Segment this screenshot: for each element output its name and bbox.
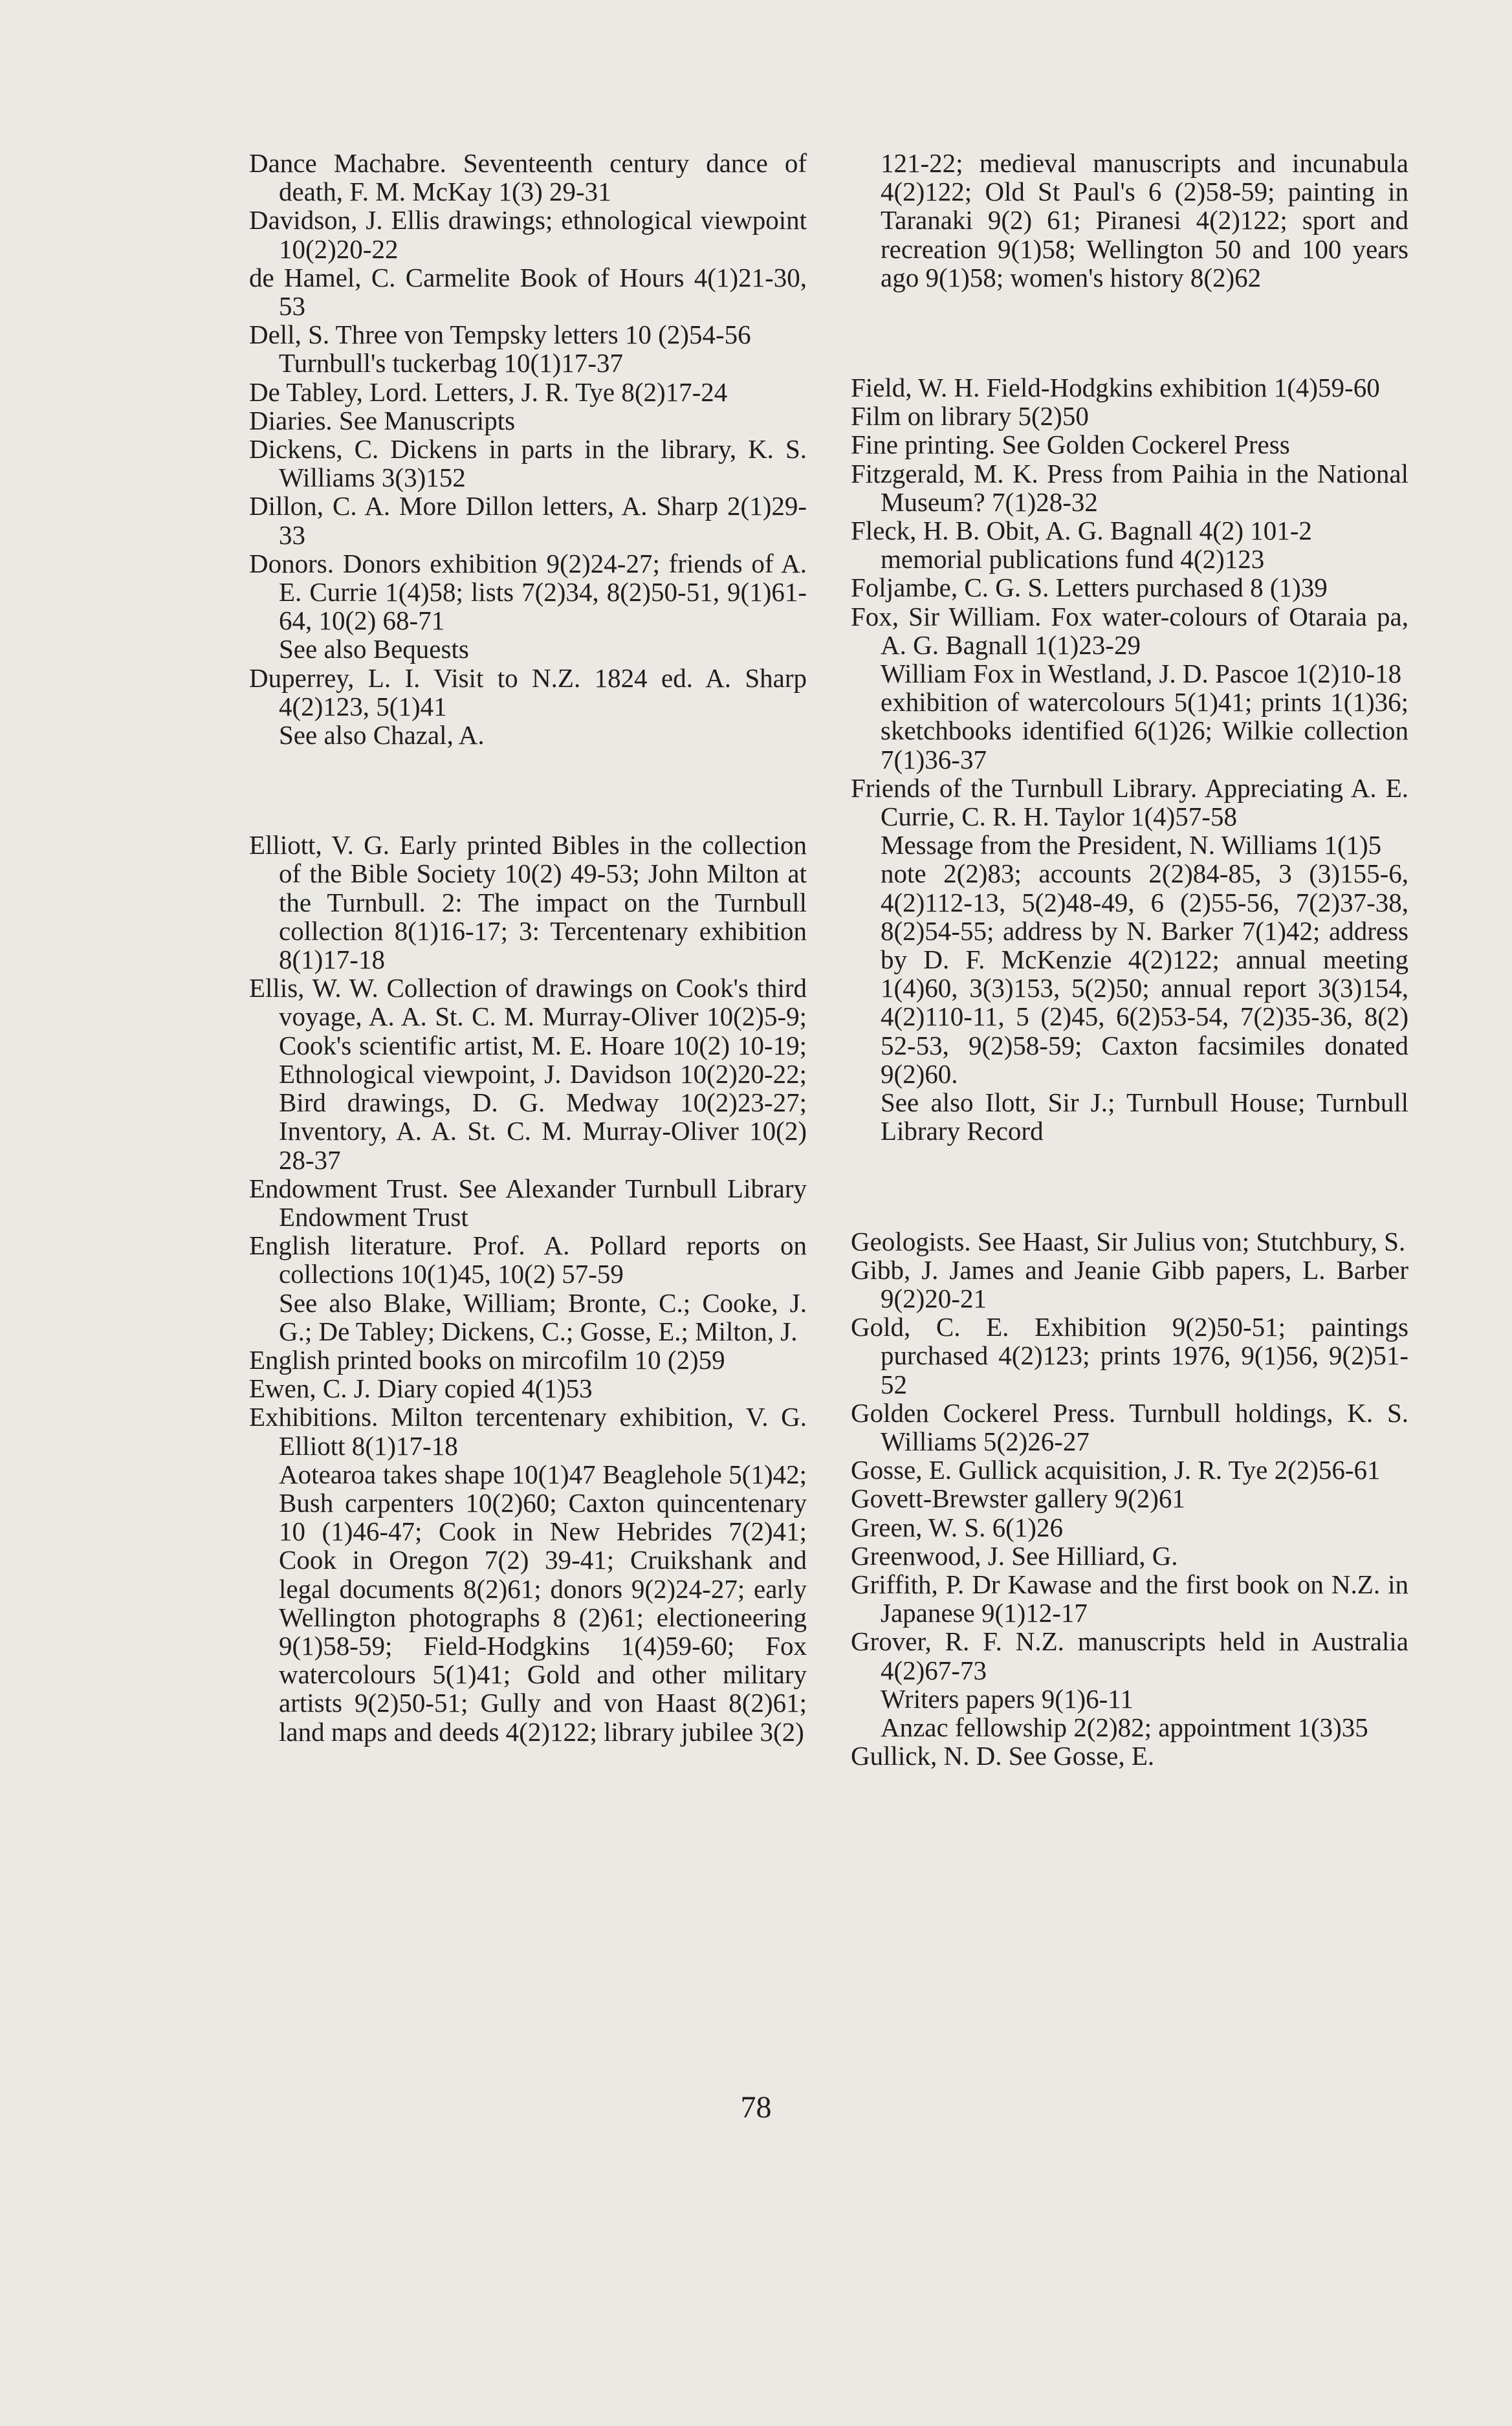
index-column-right bbox=[851, 149, 1408, 1770]
index-subentry: See also Chazal, A. bbox=[279, 720, 485, 750]
index-entry: Duperrey, L. I. Visit to N.Z. 1824 ed. A. Sharp 4(2)123, 5(1)41 bbox=[249, 662, 807, 721]
index-subentry: Turnbull's tuckerbag 10(1)17-37 bbox=[279, 348, 623, 378]
index-entry: Endowment Trust. See Alexander Turnbull Library Endowment Trust bbox=[249, 1173, 807, 1232]
index-entry: Green, W. S. 6(1)26 bbox=[851, 1512, 1063, 1542]
index-entry: Gosse, E. Gullick acquisition, J. R. Tye 2(2)56-61 bbox=[851, 1455, 1381, 1485]
index-entry: Davidson, J. Ellis drawings; ethnological viewpoint 10(2)20-22 bbox=[249, 205, 807, 264]
index-subentry: Message from the President, N. Williams 1(1)5 bbox=[881, 830, 1382, 860]
index-entry: Fine printing. See Golden Cockerel Press bbox=[851, 430, 1290, 460]
index-subentry: Anzac fellowship 2(2)82; appointment 1(3)35 bbox=[881, 1712, 1368, 1742]
index-entry: Grover, R. F. N.Z. manuscripts held in Australia 4(2)67-73 bbox=[851, 1626, 1408, 1685]
section-gap bbox=[249, 776, 807, 804]
index-entry: Dance Machabre. Seventeenth century dance of death, F. M. McKay 1(3) 29-31 bbox=[249, 148, 807, 207]
index-subentry: William Fox in Westland, J. D. Pascoe 1(2)10-18 bbox=[881, 659, 1402, 689]
index-entry: Fitzgerald, M. K. Press from Paihia in the National Museum? 7(1)28-32 bbox=[851, 458, 1408, 517]
index-entry: Film on library 5(2)50 bbox=[851, 401, 1089, 432]
index-subentry: memorial publications fund 4(2)123 bbox=[881, 544, 1265, 574]
index-entry: Geologists. See Haast, Sir Julius von; Stutchbury, S. bbox=[851, 1226, 1406, 1256]
index-entry: Dell, S. Three von Tempsky letters 10 (2)54-56 bbox=[249, 320, 751, 350]
index-entry: Govett-Brewster gallery 9(2)61 bbox=[851, 1483, 1185, 1514]
index-entry: Gullick, N. D. See Gosse, E. bbox=[851, 1741, 1155, 1771]
section-gap bbox=[851, 1172, 1408, 1201]
index-entry: English literature. Prof. A. Pollard reports on collections 10(1)45, 10(2) 57-59 bbox=[249, 1230, 807, 1289]
index-entry: Ewen, C. J. Diary copied 4(1)53 bbox=[249, 1373, 593, 1404]
index-entry: Donors. Donors exhibition 9(2)24-27; friends of A. E. Currie 1(4)58; lists 7(2)34, 8(2)50-51, 9(1)61-64, 10(2) 68-71 bbox=[249, 548, 807, 636]
index-entry: De Tabley, Lord. Letters, J. R. Tye 8(2)17-24 bbox=[249, 377, 728, 407]
index-entry: Fleck, H. B. Obit, A. G. Bagnall 4(2) 101-2 bbox=[851, 516, 1312, 546]
index-entry: Field, W. H. Field-Hodgkins exhibition 1(4)59-60 bbox=[851, 373, 1380, 403]
page-number: 78 bbox=[740, 2090, 772, 2125]
index-entry: Exhibitions. Milton tercentenary exhibition, V. G. Elliott 8(1)17-18 bbox=[249, 1402, 807, 1461]
index-subentry: See also Ilott, Sir J.; Turnbull House; Turnbull Library Record bbox=[881, 1087, 1408, 1146]
index-entry: Friends of the Turnbull Library. Appreciating A. E. Currie, C. R. H. Taylor 1(4)57-58 bbox=[851, 772, 1408, 832]
index-column-left bbox=[249, 149, 807, 1746]
section-gap bbox=[851, 318, 1408, 347]
index-subentry: See also Blake, William; Bronte, C.; Cooke, J. G.; De Tabley; Dickens, C.; Gosse, E.; Milton, J. bbox=[279, 1287, 807, 1346]
index-entry: Greenwood, J. See Hilliard, G. bbox=[851, 1540, 1178, 1571]
index-entry: Diaries. See Manuscripts bbox=[249, 405, 516, 435]
index-entry: Griffith, P. Dr Kawase and the first book on N.Z. in Japanese 9(1)12-17 bbox=[851, 1569, 1408, 1628]
index-subentry: Writers papers 9(1)6-11 bbox=[881, 1683, 1134, 1714]
index-entry: de Hamel, C. Carmelite Book of Hours 4(1)21-30, 53 bbox=[249, 262, 807, 322]
index-subentry: note 2(2)83; accounts 2(2)84-85, 3 (3)155-6, 4(2)112-13, 5(2)48-49, 6 (2)55-56, 7(2)37-38, 8(2)54-55; address by N. Barker 7(1)42; address by D. F. McKenzie 4(2)122; annual meeting 1(4)60, 3(3)153, 5(2)50; annual report 3(3)154, 4(2)110-11, 5 (2)45, 6(2)53-54, 7(2)35-36, 8(2) 52-53, 9(2)58-59; Caxton facsimiles donated 9(2)60. bbox=[881, 858, 1408, 1089]
index-entry: Golden Cockerel Press. Turnbull holdings, K. S. Williams 5(2)26-27 bbox=[851, 1397, 1408, 1456]
index-entry: Gibb, J. James and Jeanie Gibb papers, L. Barber 9(2)20-21 bbox=[851, 1254, 1408, 1313]
index-entry: Fox, Sir William. Fox water-colours of Otaraia pa, A. G. Bagnall 1(1)23-29 bbox=[851, 601, 1408, 660]
index-entry: English printed books on mircofilm 10 (2)59 bbox=[249, 1344, 725, 1375]
index-entry: Foljambe, C. G. S. Letters purchased 8 (1)39 bbox=[851, 573, 1328, 603]
index-entry: Dillon, C. A. More Dillon letters, A. Sharp 2(1)29-33 bbox=[249, 491, 807, 550]
index-entry: Dickens, C. Dickens in parts in the library, K. S. Williams 3(3)152 bbox=[249, 434, 807, 493]
index-entry: Ellis, W. W. Collection of drawings on Cook's third voyage, A. A. St. C. M. Murray-Oliver 10(2)5-9; Cook's scientific artist, M. E. Hoare 10(2) 10-19; Ethnological viewpoint, J. Davidson 10(2)20-22; Bird drawings, D. G. Medway 10(2)23-27; Inventory, A. A. St. C. M. Murray-Oliver 10(2) 28-37 bbox=[249, 973, 807, 1175]
index-subentry: See also Bequests bbox=[279, 634, 469, 664]
index-subentry: 121-22; medieval manuscripts and incunabula 4(2)122; Old St Paul's 6 (2)58-59; painting in Taranaki 9(2) 61; Piranesi 4(2)122; sport and recreation 9(1)58; Wellington 50 and 100 years ago 9(1)58; women's history 8(2)62 bbox=[881, 148, 1408, 292]
index-subentry: exhibition of watercolours 5(1)41; prints 1(1)36; sketchbooks identified 6(1)26; Wilkie collection 7(1)36-37 bbox=[881, 687, 1408, 774]
index-entry: Elliott, V. G. Early printed Bibles in the collection of the Bible Society 10(2) 49-53; John Milton at the Turnbull. 2: The impact on the Turnbull collection 8(1)16-17; 3: Tercentenary exhibition 8(1)17-18 bbox=[249, 830, 807, 975]
index-subentry: Aotearoa takes shape 10(1)47 Beaglehole 5(1)42; Bush carpenters 10(2)60; Caxton quincentenary 10 (1)46-47; Cook in New Hebrides 7(2)41; Cook in Oregon 7(2) 39-41; Cruikshank and legal documents 8(2)61; donors 9(2)24-27; early Wellington photographs 8 (2)61; electioneering 9(1)58-59; Field-Hodgkins 1(4)59-60; Fox watercolours 5(1)41; Gold and other military artists 9(2)50-51; Gully and von Haast 8(2)61; land maps and deeds 4(2)122; library jubilee 3(2) bbox=[279, 1459, 807, 1747]
index-entry: Gold, C. E. Exhibition 9(2)50-51; paintings purchased 4(2)123; prints 1976, 9(1)56, 9(2)51-52 bbox=[851, 1312, 1408, 1399]
